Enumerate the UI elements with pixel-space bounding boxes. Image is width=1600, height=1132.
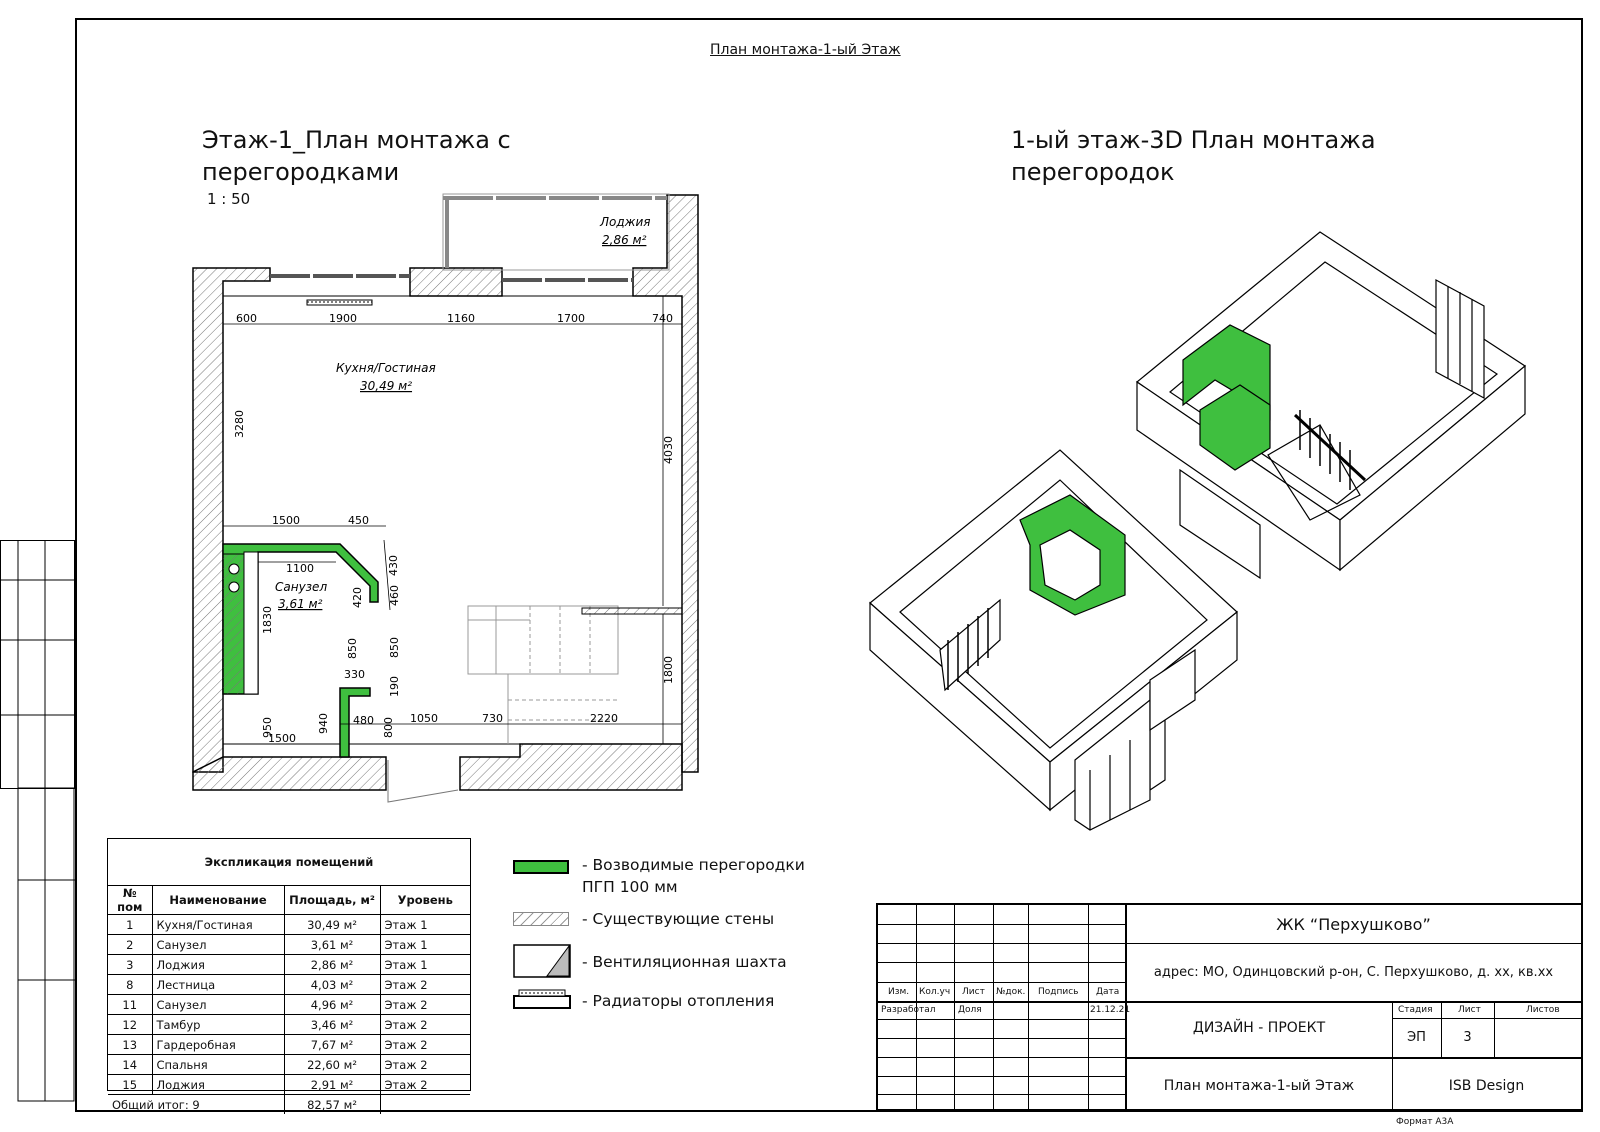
dim-430: 430 — [387, 555, 400, 576]
cell: Лоджия — [152, 1075, 284, 1095]
cell: Санузел — [152, 935, 284, 955]
sheet-title: План монтажа-1-ый Этаж — [710, 42, 901, 58]
table-header-row — [108, 886, 470, 915]
explication-grid — [108, 886, 470, 1114]
tb-date: 21.12.21 — [1090, 1005, 1131, 1015]
cell: Лоджия — [152, 955, 284, 975]
legend-partitions — [582, 854, 805, 898]
explication-table — [107, 838, 471, 1112]
dim-1800: 1800 — [662, 656, 675, 684]
title-block — [876, 903, 1583, 1111]
dim-2220: 2220 — [590, 712, 618, 725]
tb-col-kol: Кол.уч — [919, 987, 951, 997]
cell: Этаж 2 — [380, 1075, 470, 1095]
cell: Этаж 1 — [380, 935, 470, 955]
iso-title — [1011, 124, 1376, 188]
th-num: № пом — [108, 886, 152, 915]
cell: 4,96 м² — [284, 995, 380, 1015]
legend-existing-swatch — [513, 912, 569, 926]
cell: 14 — [108, 1055, 152, 1075]
wall-east — [633, 195, 698, 772]
dim-480: 480 — [353, 714, 374, 727]
legend-radiator-swatch — [513, 988, 571, 1010]
room-kitchen-area: 30,49 м² — [360, 379, 413, 393]
tb-company: ISB Design — [1448, 1078, 1525, 1094]
cell: Гардеробная — [152, 1035, 284, 1055]
dim-1050: 1050 — [410, 712, 438, 725]
tb-drawing-name: План монтажа-1-ый Этаж — [1163, 1078, 1355, 1094]
dim-950: 950 — [261, 717, 274, 738]
table-row — [108, 915, 470, 935]
dim-460: 460 — [388, 585, 401, 606]
dim-1500: 1500 — [272, 514, 300, 527]
format-label: Формат А3А — [1396, 1117, 1454, 1127]
cell: 3,46 м² — [284, 1015, 380, 1035]
cell: Этаж 1 — [380, 955, 470, 975]
table-row — [108, 1015, 470, 1035]
dim-600: 600 — [236, 312, 257, 325]
tb-developer: Доля — [958, 1005, 982, 1015]
plan-dimensions — [233, 312, 675, 745]
tb-address: адрес: МО, Одинцовский р-он, С. Перхушково, д. хх, кв.хх — [1153, 965, 1554, 980]
room-bath-area: 3,61 м² — [278, 597, 323, 611]
legend-partitions-line1: - Возводимые перегородки — [582, 856, 805, 874]
cell: 3,61 м² — [284, 935, 380, 955]
cell: 30,49 м² — [284, 915, 380, 935]
tb-doc-type: ДИЗАЙН - ПРОЕКТ — [1192, 1020, 1326, 1036]
tb-sheet: 3 — [1463, 1030, 1472, 1045]
cell: Этаж 2 — [380, 1055, 470, 1075]
iso-views — [860, 220, 1550, 840]
tb-col-list: Лист — [962, 987, 985, 997]
cell: 3 — [108, 955, 152, 975]
cell: Тамбур — [152, 1015, 284, 1035]
tb-project: ЖК “Перхушково” — [1276, 915, 1431, 934]
wall-south-west — [193, 757, 386, 790]
dim-1830: 1830 — [261, 606, 274, 634]
wall-west — [193, 268, 270, 772]
legend-partitions-line2: ПГП 100 мм — [582, 878, 678, 896]
dim-3280: 3280 — [233, 410, 246, 438]
cell: 4,03 м² — [284, 975, 380, 995]
th-area: Площадь, м² — [284, 886, 380, 915]
table-row — [108, 1035, 470, 1055]
cell: 2,91 м² — [284, 1075, 380, 1095]
plan-title-line2: перегородками — [202, 158, 400, 186]
iso-floor-2 — [1137, 232, 1525, 578]
table-row — [108, 1075, 470, 1095]
wall-north-mid — [410, 268, 502, 296]
explication-title: Экспликация помещений — [108, 839, 470, 886]
dim-740: 740 — [652, 312, 673, 325]
dim-1160: 1160 — [447, 312, 475, 325]
dim-190: 190 — [388, 676, 401, 697]
tb-sheet-label: Лист — [1458, 1005, 1481, 1015]
cell: 1 — [108, 915, 152, 935]
cell: Этаж 2 — [380, 975, 470, 995]
dim-420: 420 — [351, 587, 364, 608]
tb-sheets-label: Листов — [1526, 1005, 1560, 1015]
dim-1100: 1100 — [286, 562, 314, 575]
table-row — [108, 975, 470, 995]
legend-existing: - Существующие стены — [582, 910, 775, 928]
dim-1900: 1900 — [329, 312, 357, 325]
cell: 8 — [108, 975, 152, 995]
cell: 22,60 м² — [284, 1055, 380, 1075]
table-row — [108, 935, 470, 955]
cell: 2 — [108, 935, 152, 955]
dim-1500-bottom: 1500 — [268, 732, 296, 745]
plan-title — [202, 124, 511, 188]
table-row — [108, 1055, 470, 1075]
cell: 12 — [108, 1015, 152, 1035]
floor-plan — [180, 185, 720, 825]
cell: 13 — [108, 1035, 152, 1055]
dim-4030: 4030 — [662, 436, 675, 464]
cell: Лестница — [152, 975, 284, 995]
cell: Санузел — [152, 995, 284, 1015]
total-label: Общий итог: 9 — [108, 1095, 284, 1115]
legend-partition-swatch — [513, 860, 569, 874]
tb-developed-label: Разработал — [881, 1005, 936, 1015]
plan-title-line1: Этаж-1_План монтажа с — [202, 126, 511, 154]
cell: 15 — [108, 1075, 152, 1095]
cell: Этаж 2 — [380, 1015, 470, 1035]
dim-1700: 1700 — [557, 312, 585, 325]
legend-radiators: - Радиаторы отопления — [582, 992, 775, 1010]
dim-800: 800 — [382, 717, 395, 738]
dim-940: 940 — [317, 713, 330, 734]
side-stamp — [0, 540, 75, 1102]
room-kitchen-name: Кухня/Гостиная — [336, 361, 436, 375]
table-total-row — [108, 1095, 470, 1115]
table-row — [108, 955, 470, 975]
total-area: 82,57 м² — [284, 1095, 380, 1115]
loggia-outline — [443, 194, 669, 270]
cell: 7,67 м² — [284, 1035, 380, 1055]
cell: Этаж 2 — [380, 1035, 470, 1055]
dim-730: 730 — [482, 712, 503, 725]
cell: Этаж 2 — [380, 995, 470, 1015]
room-bath-name: Санузел — [275, 580, 328, 594]
tb-col-izm: Изм. — [888, 987, 910, 997]
dim-450: 450 — [348, 514, 369, 527]
table-row — [108, 995, 470, 1015]
th-level: Уровень — [380, 886, 470, 915]
room-loggia-name: Лоджия — [600, 215, 651, 229]
total-empty — [380, 1095, 470, 1115]
tb-stage-label: Стадия — [1398, 1005, 1433, 1015]
th-name: Наименование — [152, 886, 284, 915]
tb-col-sign: Подпись — [1038, 987, 1079, 997]
dim-850-left: 850 — [346, 638, 359, 659]
room-loggia-area: 2,86 м² — [602, 233, 647, 247]
cell: Кухня/Гостиная — [152, 915, 284, 935]
dim-850-right: 850 — [388, 637, 401, 658]
plan-scale: 1 : 50 — [207, 190, 251, 208]
tb-col-ndoc: №док. — [996, 987, 1026, 997]
cell: Спальня — [152, 1055, 284, 1075]
legend-vent-swatch — [513, 944, 571, 978]
legend-vent: - Вентиляционная шахта — [582, 953, 787, 971]
iso-title-line1: 1-ый этаж-3D План монтажа — [1011, 126, 1376, 154]
cell: 2,86 м² — [284, 955, 380, 975]
cell: Этаж 1 — [380, 915, 470, 935]
wall-south-east — [460, 744, 682, 790]
tb-stage: ЭП — [1407, 1030, 1426, 1045]
dim-330: 330 — [344, 668, 365, 681]
cell: 11 — [108, 995, 152, 1015]
tb-col-date: Дата — [1096, 987, 1120, 997]
iso-title-line2: перегородок — [1011, 158, 1175, 186]
